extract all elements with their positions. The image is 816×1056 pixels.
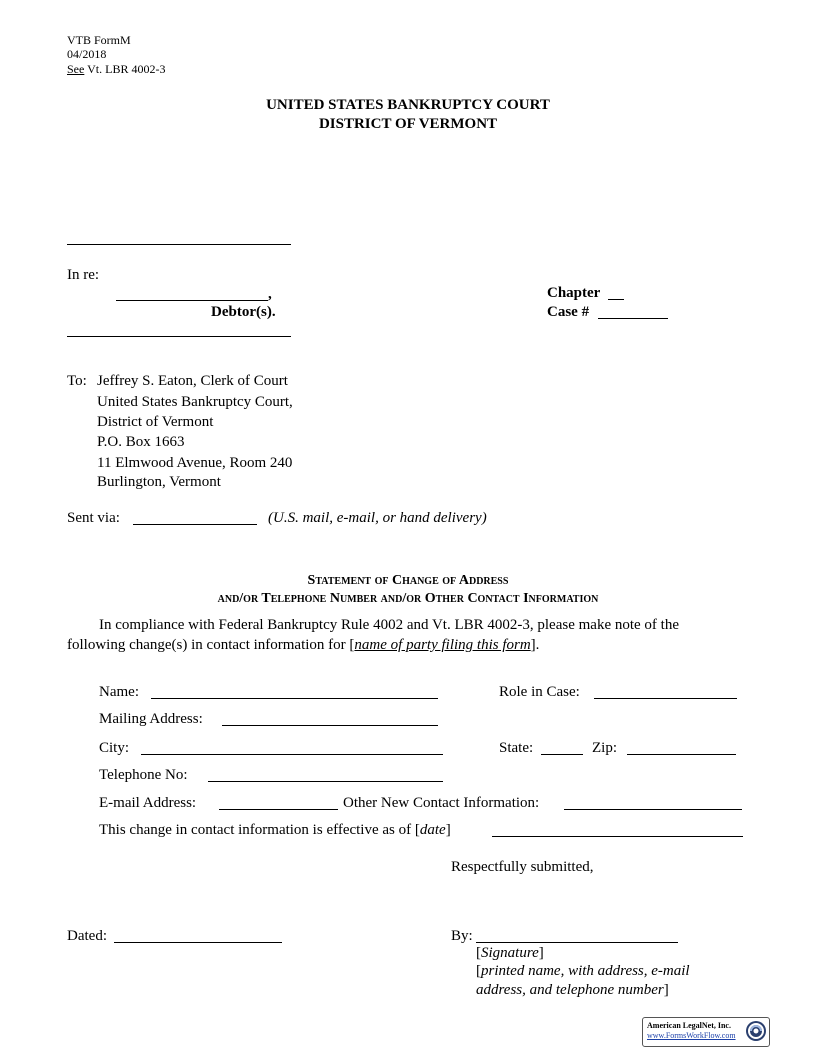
- to-line-3: District of Vermont: [97, 414, 214, 430]
- statement-title-2: and/or Telephone Number and/or Other Contact Information: [217, 591, 599, 606]
- effective-pre: This change in contact information is effective as of [: [99, 822, 420, 838]
- debtors-label: Debtor(s).: [211, 304, 276, 320]
- debtor-name-line[interactable]: [116, 300, 268, 301]
- mailing-field[interactable]: [222, 725, 438, 726]
- compliance-line-2: [67, 636, 539, 654]
- chapter-label: Chapter: [547, 285, 601, 301]
- sig-open: [: [476, 945, 481, 961]
- printed-1: printed name, with address, e-mail: [481, 963, 690, 979]
- sig-ital: Signature: [481, 945, 539, 961]
- telephone-field[interactable]: [208, 781, 443, 782]
- effective-date-placeholder: date: [419, 822, 446, 838]
- attorney-line[interactable]: [67, 244, 291, 245]
- name-label: Name:: [99, 684, 139, 700]
- see-word: See: [67, 62, 85, 76]
- printed-name-line-1: [476, 962, 690, 980]
- bracket-open: [: [476, 963, 481, 979]
- city-label: City:: [99, 740, 130, 756]
- bracket-close: ]: [663, 982, 669, 998]
- logo-swirl-icon: [745, 1020, 767, 1042]
- effective-date-field[interactable]: [492, 836, 743, 837]
- sig-close: ]: [538, 945, 544, 961]
- statement-title-1: Statement of Change of Address: [307, 573, 509, 588]
- caption-bottom-line: [67, 336, 291, 337]
- american-legalnet-logo[interactable]: [642, 1017, 770, 1047]
- to-line-1: Jeffrey S. Eaton, Clerk of Court: [97, 373, 288, 389]
- email-label: E-mail Address:: [99, 795, 197, 811]
- sent-via-hint: (U.S. mail, e-mail, or hand delivery): [268, 510, 487, 526]
- printed-name-line-2: [476, 981, 669, 999]
- compliance-pre: following change(s) in contact information for [: [67, 637, 355, 653]
- to-label: To:: [67, 373, 87, 389]
- zip-field[interactable]: [627, 754, 736, 755]
- by-label: By:: [451, 928, 473, 944]
- mailing-label: Mailing Address:: [99, 711, 203, 727]
- effective-post: ]: [445, 822, 451, 838]
- in-re-label: In re:: [67, 267, 100, 283]
- state-label: State:: [499, 740, 534, 756]
- city-field[interactable]: [141, 754, 443, 755]
- chapter-field[interactable]: [608, 299, 624, 300]
- compliance-post: ].: [530, 637, 540, 653]
- form-date: 04/2018: [67, 47, 107, 61]
- party-placeholder: name of party filing this form: [354, 637, 531, 653]
- debtor-comma: ,: [268, 286, 272, 302]
- form-id: VTB FormM: [67, 33, 131, 47]
- signature-caption: [476, 944, 544, 962]
- role-label: Role in Case:: [499, 684, 580, 700]
- see-rest: Vt. LBR 4002-3: [84, 62, 166, 76]
- printed-2: address, and telephone number: [476, 982, 664, 998]
- court-name: UNITED STATES BANKRUPTCY COURT: [266, 97, 550, 113]
- respectfully-submitted: Respectfully submitted,: [451, 859, 594, 875]
- case-number-field[interactable]: [598, 318, 668, 319]
- zip-label: Zip:: [592, 740, 617, 756]
- compliance-line-1: In compliance with Federal Bankruptcy Rule 4002 and Vt. LBR 4002-3, please make note of the: [99, 617, 679, 633]
- see-reference: [67, 62, 165, 76]
- name-field[interactable]: [151, 698, 438, 699]
- effective-label: [99, 821, 451, 839]
- to-line-2: United States Bankruptcy Court,: [97, 394, 293, 410]
- other-contact-field[interactable]: [564, 809, 742, 810]
- logo-name: American LegalNet, Inc.: [647, 1021, 731, 1030]
- telephone-label: Telephone No:: [99, 767, 188, 783]
- to-line-6: Burlington, Vermont: [97, 474, 221, 490]
- dated-field[interactable]: [114, 942, 282, 943]
- signature-field[interactable]: [476, 942, 678, 943]
- dated-label: Dated:: [67, 928, 107, 944]
- other-contact-label: Other New Contact Information:: [343, 795, 540, 811]
- to-line-5: 11 Elmwood Avenue, Room 240: [97, 455, 293, 471]
- state-field[interactable]: [541, 754, 583, 755]
- to-line-4: P.O. Box 1663: [97, 434, 185, 450]
- email-field[interactable]: [219, 809, 338, 810]
- sent-via-label: Sent via:: [67, 510, 120, 526]
- case-number-label: Case #: [547, 304, 590, 320]
- logo-url[interactable]: www.FormsWorkFlow.com: [647, 1031, 736, 1040]
- sent-via-field[interactable]: [133, 524, 257, 525]
- court-district: DISTRICT OF VERMONT: [318, 116, 498, 132]
- role-field[interactable]: [594, 698, 737, 699]
